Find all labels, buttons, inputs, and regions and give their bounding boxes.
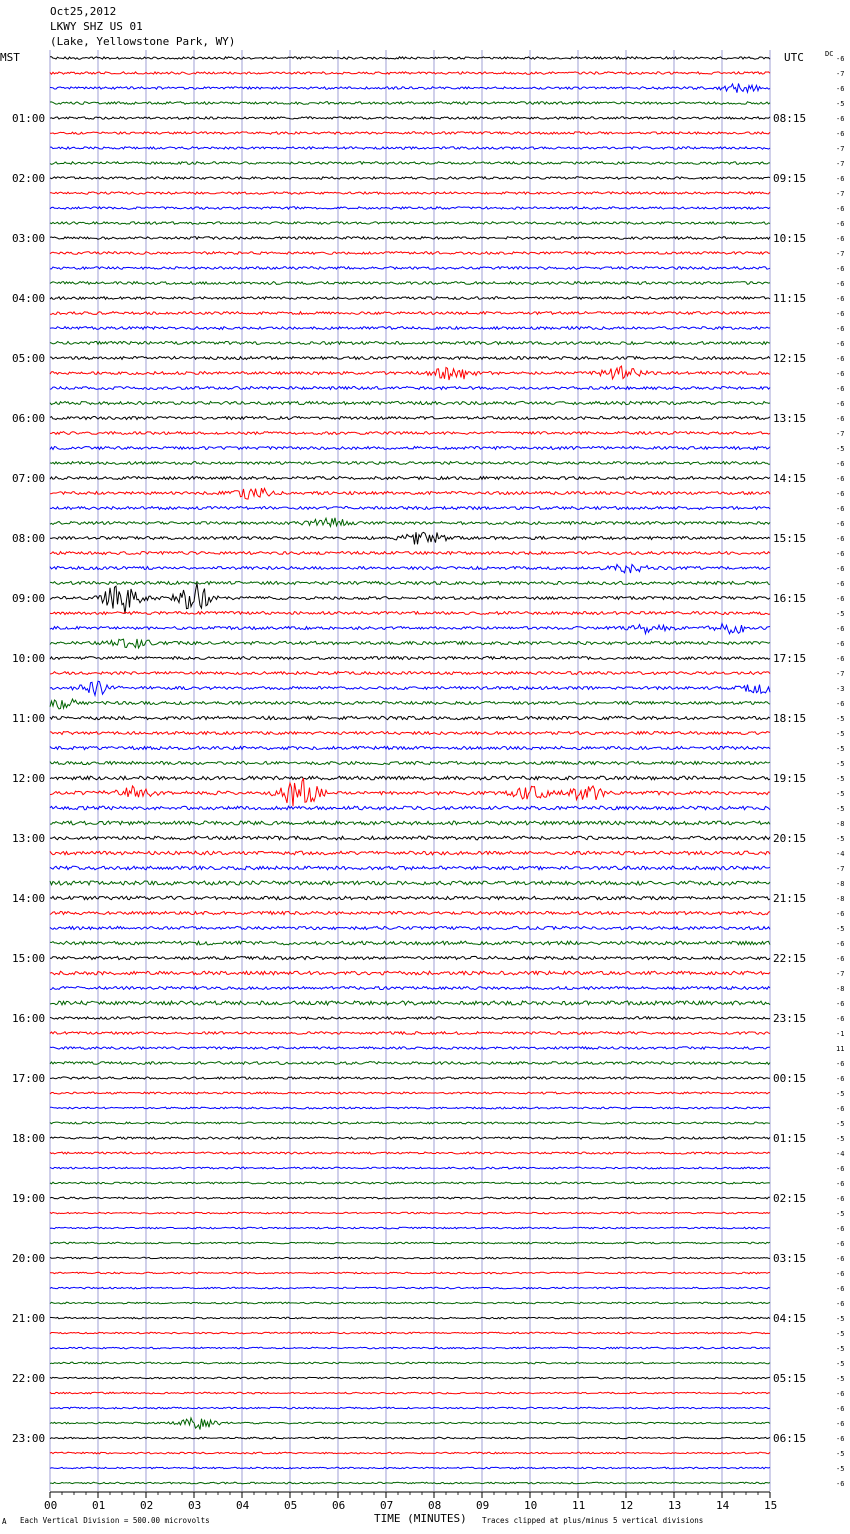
dc-offset-value: -6	[836, 1180, 845, 1188]
seismic-trace	[50, 1017, 770, 1020]
dc-offset-value: -6	[836, 955, 845, 963]
seismic-trace	[50, 1362, 770, 1364]
x-axis-title: TIME (MINUTES)	[374, 1512, 467, 1525]
x-tick-label: 05	[284, 1499, 298, 1512]
left-hour-label: 18:00	[12, 1132, 46, 1145]
seismic-trace	[50, 132, 770, 134]
seismic-trace	[50, 1347, 770, 1349]
dc-offset-value: -6	[836, 265, 845, 273]
trace-group	[50, 57, 770, 1484]
seismic-trace	[50, 1287, 770, 1289]
seismic-trace	[50, 1332, 770, 1334]
right-hour-label: 18:15	[773, 712, 807, 725]
seismic-trace	[50, 851, 770, 855]
dc-offset-value: -6	[836, 295, 845, 303]
x-tick-label: 09	[476, 1499, 490, 1512]
seismic-trace	[50, 518, 770, 527]
dc-offset-value: -5	[836, 1375, 845, 1383]
dc-offset-value: -5	[836, 1315, 845, 1323]
x-tick-label: 02	[140, 1499, 154, 1512]
left-hour-label: 02:00	[12, 172, 46, 185]
dc-offset-value: -5	[836, 760, 845, 768]
dc-offset-value: -6	[836, 550, 845, 558]
dc-offset-value: -6	[836, 1060, 845, 1068]
dc-offset-value: -5	[836, 100, 845, 108]
dc-offset-value: -4	[836, 1150, 845, 1158]
right-hour-label: 16:15	[773, 592, 807, 605]
dc-offset-value: -5	[836, 715, 845, 723]
left-hour-label: 05:00	[12, 352, 46, 365]
seismic-trace	[50, 941, 770, 945]
dc-offset-value: -5	[836, 805, 845, 813]
left-hour-label: 14:00	[12, 892, 46, 905]
dc-offset-value: -6	[836, 700, 845, 708]
scale-note: Each Vertical Division = 500.00 microvolts	[20, 1516, 210, 1525]
left-timezone-label: MST	[0, 51, 20, 64]
seismic-trace	[50, 778, 770, 806]
dc-offset-value: -7	[836, 70, 845, 78]
seismic-trace	[50, 776, 770, 780]
dc-offset-value: -7	[836, 970, 845, 978]
dc-offset-value: -5	[836, 1120, 845, 1128]
left-hour-label: 16:00	[12, 1012, 46, 1025]
seismic-trace	[50, 462, 770, 465]
x-tick-label: 04	[236, 1499, 250, 1512]
seismic-trace	[50, 366, 770, 380]
dc-offset-value: -5	[836, 1090, 845, 1098]
left-hour-label: 08:00	[12, 532, 46, 545]
dc-offset-value: -6	[836, 940, 845, 948]
right-timezone-label: UTC	[784, 51, 804, 64]
seismic-trace	[50, 672, 770, 675]
dc-offset-value: -6	[836, 1240, 845, 1248]
right-hour-label: 11:15	[773, 292, 807, 305]
seismic-trace	[50, 1122, 770, 1124]
right-hour-label: 15:15	[773, 532, 807, 545]
right-hour-label: 12:15	[773, 352, 807, 365]
seismic-trace	[50, 1272, 770, 1274]
dc-offset-labels	[836, 55, 844, 1488]
seismic-trace	[50, 1167, 770, 1169]
station-location: (Lake, Yellowstone Park, WY)	[50, 35, 236, 48]
seismic-trace	[50, 1437, 770, 1439]
dc-offset-value: -6	[836, 55, 845, 63]
seismic-trace	[50, 1107, 770, 1109]
seismic-trace	[50, 836, 770, 840]
dc-offset-value: -7	[836, 865, 845, 873]
dc-offset-value: -7	[836, 190, 845, 198]
dc-offset-value: -7	[836, 670, 845, 678]
seismic-trace	[50, 657, 770, 660]
dc-offset-value: -5	[836, 1450, 845, 1458]
seismic-trace	[50, 926, 770, 929]
right-hour-label: 09:15	[773, 172, 807, 185]
clip-note: Traces clipped at plus/minus 5 vertical divisions	[482, 1516, 704, 1525]
seismic-trace	[50, 583, 770, 614]
dc-offset-value: -6	[836, 1255, 845, 1263]
dc-offset-value: -6	[836, 1105, 845, 1113]
left-hour-label: 12:00	[12, 772, 46, 785]
right-hour-label: 21:15	[773, 892, 807, 905]
seismic-trace	[50, 971, 770, 975]
left-hour-label: 15:00	[12, 952, 46, 965]
dc-offset-value: -5	[836, 445, 845, 453]
x-tick-label: 13	[668, 1499, 682, 1512]
x-tick-label: 15	[764, 1499, 778, 1512]
dc-offset-value: -6	[836, 655, 845, 663]
seismic-trace	[50, 1032, 770, 1035]
dc-offset-value: -5	[836, 1330, 845, 1338]
dc-offset-value: -8	[836, 880, 845, 888]
seismic-trace	[50, 532, 770, 544]
dc-offset-value: -6	[836, 220, 845, 228]
seismic-trace	[50, 1317, 770, 1319]
seismic-trace	[50, 102, 770, 105]
left-hour-label: 04:00	[12, 292, 46, 305]
seismic-trace	[50, 1418, 770, 1430]
seismic-trace	[50, 1407, 770, 1409]
seismic-trace	[50, 1302, 770, 1304]
dc-offset-value: -6	[836, 1000, 845, 1008]
seismic-trace	[50, 222, 770, 224]
dc-offset-value: -6	[836, 1435, 845, 1443]
dc-offset-value: -6	[836, 400, 845, 408]
seismic-trace	[50, 761, 770, 764]
seismic-trace	[50, 84, 770, 93]
seismic-trace	[50, 57, 770, 59]
seismic-trace	[50, 746, 770, 749]
x-tick-label: 12	[620, 1499, 634, 1512]
dc-offset-value: -6	[836, 475, 845, 483]
right-hour-label: 19:15	[773, 772, 807, 785]
seismic-trace	[50, 1197, 770, 1199]
seismic-trace	[50, 1467, 770, 1469]
seismic-trace	[50, 565, 770, 574]
left-hour-label: 21:00	[12, 1312, 46, 1325]
seismic-trace	[50, 401, 770, 404]
seismic-trace	[50, 699, 770, 709]
seismic-trace	[50, 1212, 770, 1214]
right-hour-label: 04:15	[773, 1312, 807, 1325]
seismic-trace	[50, 1257, 770, 1259]
minute-gridlines	[50, 50, 770, 1491]
seismic-trace	[50, 417, 770, 420]
dc-offset-value: -6	[836, 1300, 845, 1308]
dc-offset-value: -6	[836, 580, 845, 588]
seismic-trace	[50, 282, 770, 285]
seismic-trace	[50, 896, 770, 899]
left-hour-label: 10:00	[12, 652, 46, 665]
dc-offset-value: -6	[836, 235, 845, 243]
x-tick-label: 06	[332, 1499, 346, 1512]
dc-offset-value: -6	[836, 535, 845, 543]
seismic-trace	[50, 162, 770, 165]
right-hour-labels	[773, 112, 806, 1445]
dc-offset-value: -6	[836, 1225, 845, 1233]
dc-offset-value: -6	[836, 310, 845, 318]
right-hour-label: 10:15	[773, 232, 807, 245]
dc-offset-value: -6	[836, 1165, 845, 1173]
seismic-trace	[50, 192, 770, 194]
seismic-trace	[50, 207, 770, 209]
right-hour-label: 17:15	[773, 652, 807, 665]
right-hour-label: 08:15	[773, 112, 807, 125]
dc-offset-value: -6	[836, 340, 845, 348]
right-hour-label: 05:15	[773, 1372, 807, 1385]
seismic-trace	[50, 1062, 770, 1065]
seismic-trace	[50, 881, 770, 885]
corner-mark: A	[2, 1517, 7, 1526]
dc-offset-value: -6	[836, 1420, 845, 1428]
chart-date: Oct25,2012	[50, 5, 117, 18]
seismic-trace	[50, 72, 770, 74]
seismic-trace	[50, 1001, 770, 1005]
dc-offset-value: -6	[836, 910, 845, 918]
dc-offset-value: -1	[836, 1030, 845, 1038]
seismic-trace	[50, 624, 770, 634]
seismic-trace	[50, 477, 770, 480]
dc-offset-value: -6	[836, 115, 845, 123]
right-hour-label: 01:15	[773, 1132, 807, 1145]
seismic-trace	[50, 177, 770, 179]
seismic-trace	[50, 1092, 770, 1094]
dc-offset-value: -6	[836, 280, 845, 288]
dc-offset-value: -6	[836, 505, 845, 513]
dc-offset-value: -6	[836, 370, 845, 378]
dc-offset-value: -5	[836, 1345, 845, 1353]
dc-offset-value: -7	[836, 160, 845, 168]
dc-offset-value: -6	[836, 1015, 845, 1023]
dc-offset-value: -5	[836, 745, 845, 753]
seismic-trace	[50, 987, 770, 990]
x-tick-label: 07	[380, 1499, 394, 1512]
left-hour-label: 06:00	[12, 412, 46, 425]
dc-offset-value: -8	[836, 985, 845, 993]
seismic-trace	[50, 681, 770, 695]
seismic-trace	[50, 1377, 770, 1379]
seismic-trace	[50, 1452, 770, 1454]
seismic-trace	[50, 297, 770, 300]
dc-offset-value: -6	[836, 175, 845, 183]
right-hour-label: 03:15	[773, 1252, 807, 1265]
seismic-trace	[50, 237, 770, 240]
right-hour-label: 06:15	[773, 1432, 807, 1445]
x-tick-label: 14	[716, 1499, 730, 1512]
x-tick-label: 10	[524, 1499, 538, 1512]
dc-offset-value: -6	[836, 1270, 845, 1278]
dc-offset-value: -8	[836, 895, 845, 903]
seismic-trace	[50, 267, 770, 270]
dc-offset-value: -6	[836, 385, 845, 393]
dc-offset-value: -6	[836, 1390, 845, 1398]
dc-offset-value: -6	[836, 595, 845, 603]
right-hour-label: 20:15	[773, 832, 807, 845]
dc-offset-header: DC	[825, 50, 834, 58]
seismic-trace	[50, 1077, 770, 1079]
dc-offset-value: -6	[836, 1195, 845, 1203]
seismic-trace	[50, 387, 770, 390]
right-hour-label: 13:15	[773, 412, 807, 425]
seismic-trace	[50, 806, 770, 810]
seismic-trace	[50, 956, 770, 959]
dc-offset-value: -6	[836, 565, 845, 573]
dc-offset-value: -6	[836, 1285, 845, 1293]
left-hour-label: 09:00	[12, 592, 46, 605]
dc-offset-value: -6	[836, 85, 845, 93]
seismic-trace	[50, 1392, 770, 1394]
dc-offset-value: -7	[836, 430, 845, 438]
dc-offset-value: -5	[836, 1360, 845, 1368]
left-hour-labels	[12, 112, 45, 1445]
dc-offset-value: 11	[836, 1045, 845, 1053]
left-hour-label: 19:00	[12, 1192, 46, 1205]
seismic-trace	[50, 1047, 770, 1049]
seismic-trace	[50, 432, 770, 435]
seismic-trace	[50, 312, 770, 315]
seismic-trace	[50, 581, 770, 584]
seismic-trace	[50, 117, 770, 119]
dc-offset-value: -5	[836, 1465, 845, 1473]
x-tick-label: 08	[428, 1499, 442, 1512]
right-hour-label: 23:15	[773, 1012, 807, 1025]
seismic-trace	[50, 507, 770, 510]
seismic-trace	[50, 357, 770, 360]
seismic-trace	[50, 821, 770, 825]
seismic-trace	[50, 1242, 770, 1244]
left-hour-label: 22:00	[12, 1372, 46, 1385]
x-axis	[44, 1492, 777, 1512]
right-hour-label: 02:15	[773, 1192, 807, 1205]
dc-offset-value: -6	[836, 415, 845, 423]
dc-offset-value: -6	[836, 640, 845, 648]
right-hour-label: 14:15	[773, 472, 807, 485]
dc-offset-value: -7	[836, 250, 845, 258]
seismic-trace	[50, 612, 770, 615]
left-hour-label: 23:00	[12, 1432, 46, 1445]
dc-offset-value: -6	[836, 1405, 845, 1413]
seismic-trace	[50, 447, 770, 450]
dc-offset-value: -6	[836, 325, 845, 333]
dc-offset-value: -6	[836, 355, 845, 363]
dc-offset-value: -8	[836, 820, 845, 828]
left-hour-label: 20:00	[12, 1252, 46, 1265]
left-hour-label: 03:00	[12, 232, 46, 245]
dc-offset-value: -5	[836, 775, 845, 783]
seismic-trace	[50, 639, 770, 648]
seismic-trace	[50, 252, 770, 255]
seismic-trace	[50, 866, 770, 870]
seismic-trace	[50, 342, 770, 345]
dc-offset-value: -5	[836, 610, 845, 618]
x-tick-label: 01	[92, 1499, 106, 1512]
dc-offset-value: -5	[836, 1210, 845, 1218]
dc-offset-value: -6	[836, 490, 845, 498]
dc-offset-value: -6	[836, 205, 845, 213]
dc-offset-value: -4	[836, 850, 845, 858]
left-hour-label: 01:00	[12, 112, 46, 125]
left-hour-label: 11:00	[12, 712, 46, 725]
right-hour-label: 00:15	[773, 1072, 807, 1085]
seismic-trace	[50, 1137, 770, 1139]
x-tick-label: 11	[572, 1499, 586, 1512]
dc-offset-value: -6	[836, 1075, 845, 1083]
seismic-trace	[50, 716, 770, 719]
right-hour-label: 22:15	[773, 952, 807, 965]
dc-offset-value: -6	[836, 460, 845, 468]
dc-offset-value: -7	[836, 145, 845, 153]
seismic-trace	[50, 327, 770, 330]
seismic-trace	[50, 1182, 770, 1184]
seismic-trace	[50, 1227, 770, 1229]
seismic-trace	[50, 1482, 770, 1484]
seismic-trace	[50, 911, 770, 914]
dc-offset-value: -3	[836, 685, 845, 693]
seismic-trace	[50, 552, 770, 555]
x-tick-label: 00	[44, 1499, 58, 1512]
dc-offset-value: -6	[836, 130, 845, 138]
left-hour-label: 13:00	[12, 832, 46, 845]
seismic-trace	[50, 1152, 770, 1154]
seismic-trace	[50, 488, 770, 499]
left-hour-label: 17:00	[12, 1072, 46, 1085]
dc-offset-value: -5	[836, 925, 845, 933]
dc-offset-value: -6	[836, 1480, 845, 1488]
dc-offset-value: -5	[836, 730, 845, 738]
dc-offset-value: -6	[836, 520, 845, 528]
station-code: LKWY SHZ US 01	[50, 20, 143, 33]
x-tick-label: 03	[188, 1499, 202, 1512]
seismic-trace	[50, 147, 770, 149]
dc-offset-value: -5	[836, 790, 845, 798]
dc-offset-value: -5	[836, 835, 845, 843]
dc-offset-value: -6	[836, 625, 845, 633]
dc-offset-value: -5	[836, 1135, 845, 1143]
seismic-trace	[50, 732, 770, 735]
left-hour-label: 07:00	[12, 472, 46, 485]
